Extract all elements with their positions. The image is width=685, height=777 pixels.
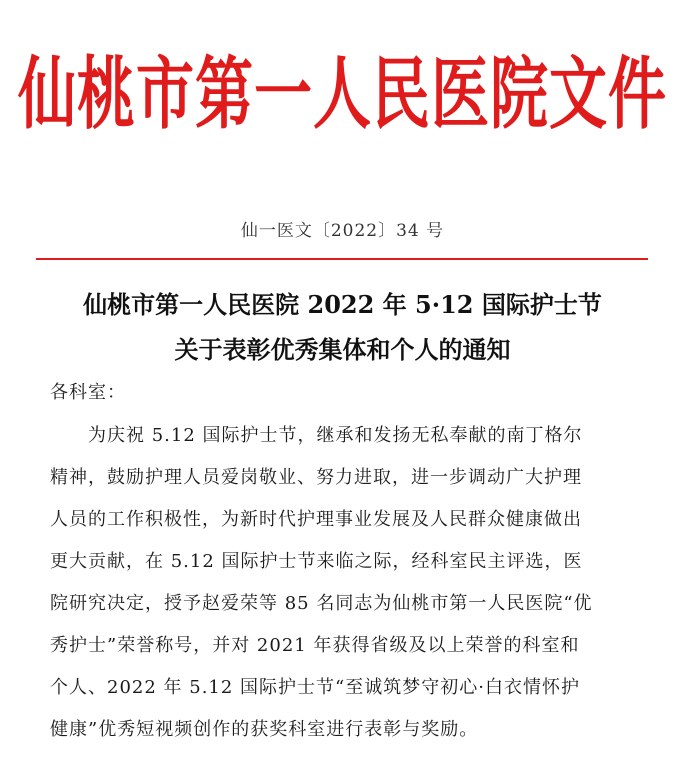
body-line: 为庆祝 5.12 国际护士节，继承和发扬无私奉献的南丁格尔	[88, 425, 583, 446]
notice-title-line-2: 关于表彰优秀集体和个人的通知	[174, 335, 511, 364]
body-line: 秀护士”荣誉称号，并对 2021 年获得省级及以上荣誉的科室和	[50, 635, 580, 656]
header-divider	[36, 258, 648, 260]
body-line: 精神，鼓励护理人员爱岗敬业、努力进取，进一步调动广大护理	[50, 467, 582, 488]
salutation: 各科室：	[50, 382, 126, 403]
notice-title-line-1: 仙桃市第一人民医院 2022 年 5·12 国际护士节	[83, 290, 602, 319]
document-header-title: 仙桃市第一人民医院文件	[17, 48, 667, 140]
body-line: 人员的工作积极性，为新时代护理事业发展及人民群众健康做出	[50, 509, 582, 530]
body-line: 更大贡献，在 5.12 国际护士节来临之际，经科室民主评选，医	[50, 551, 583, 572]
body-line: 院研究决定，授予赵爱荣等 85 名同志为仙桃市第一人民医院“优	[50, 593, 593, 614]
document-number: 仙一医文〔2022〕34 号	[240, 221, 445, 241]
body-line: 个人、2022 年 5.12 国际护士节“至诚筑梦守初心·白衣情怀护	[50, 677, 580, 698]
body-line: 健康”优秀短视频创作的获奖科室进行表彰与奖励。	[50, 719, 479, 740]
